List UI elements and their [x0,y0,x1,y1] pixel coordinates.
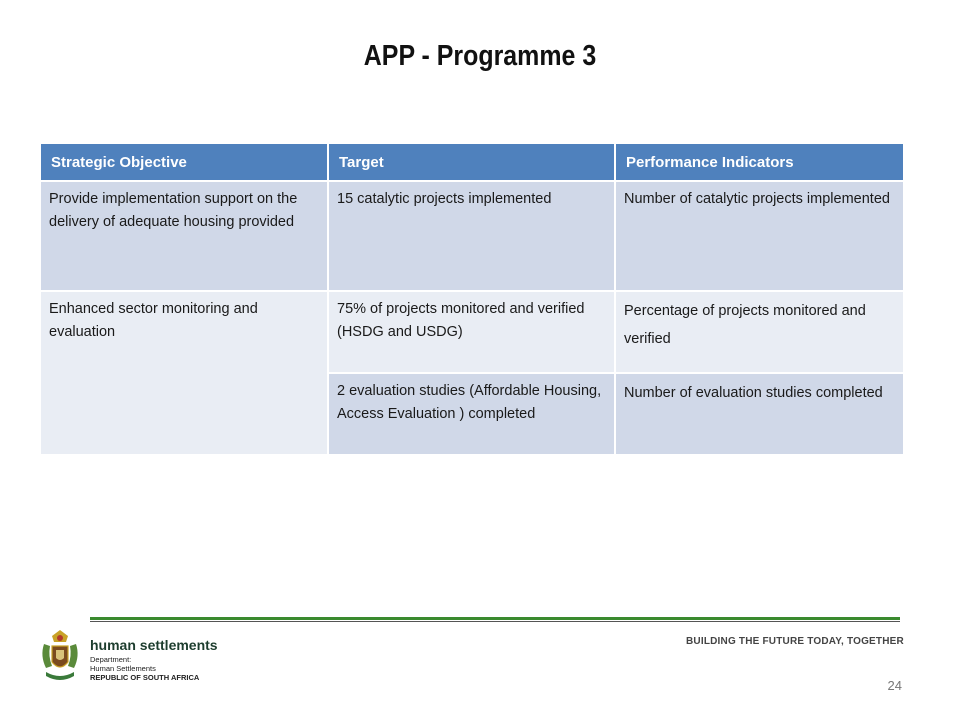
table-row [41,291,904,373]
slide-title: APP - Programme 3 [363,40,597,72]
page-number: 24 [887,678,902,693]
department-block [90,655,199,682]
header-target: Target [328,144,615,181]
indicator-cell: Number of catalytic projects implemented [615,181,904,291]
tagline: BUILDING THE FUTURE TODAY, TOGETHER [686,636,904,647]
target-cell: 2 evaluation studies (Affordable Housing, Access Evaluation ) completed [328,373,615,455]
table-row [41,181,904,291]
footer-divider-green [90,617,900,620]
department-name: Human Settlements [90,664,156,673]
coat-of-arms-icon [38,628,82,684]
objective-cell: Enhanced sector monitoring and evaluation [41,291,328,455]
indicator-cell: Number of evaluation studies completed [615,373,904,455]
brand-name: human settlements [90,637,218,653]
footer-divider-dark [90,621,900,622]
target-cell: 15 catalytic projects implemented [328,181,615,291]
objective-cell: Provide implementation support on the delivery of adequate housing provided [41,181,328,291]
target-cell: 75% of projects monitored and verified (HSDG and USDG) [328,291,615,373]
table-header-row [41,144,904,181]
programme-table [41,144,905,456]
country-name: REPUBLIC OF SOUTH AFRICA [90,673,200,682]
department-label: Department: [90,655,132,664]
header-strategic-objective: Strategic Objective [41,144,328,181]
indicator-cell: Percentage of projects monitored and verified [615,291,904,373]
header-performance-indicators: Performance Indicators [615,144,904,181]
